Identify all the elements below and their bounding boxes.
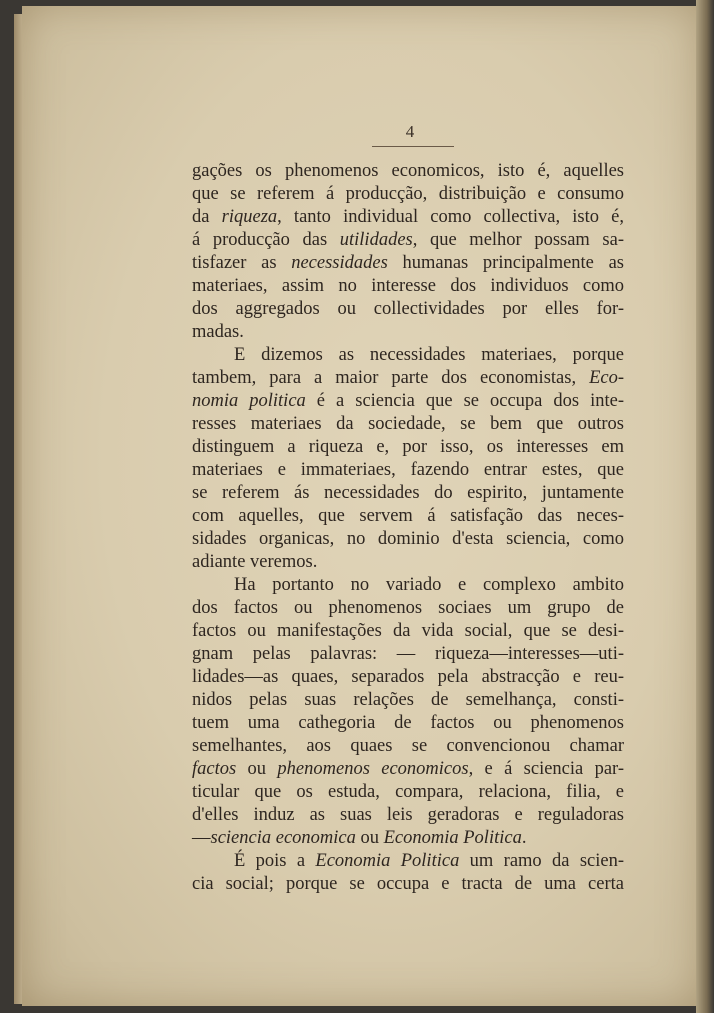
text-line: á producção das utilidades, que melhor possam sa- xyxy=(192,230,625,250)
text-line: sidades organicas, no dominio d'esta sciencia, como xyxy=(192,529,624,549)
header-rule xyxy=(372,146,454,147)
text-line: —sciencia economica ou Economia Politica. xyxy=(192,828,527,848)
text-line: Ha portanto no variado e complexo ambito xyxy=(234,575,624,595)
text-line: tambem, para a maior parte dos economistas, Eco- xyxy=(192,368,624,388)
text-line: da riqueza, tanto individual como collectiva, isto é, xyxy=(192,207,624,227)
page-right-edge xyxy=(696,0,714,1013)
text-line: d'elles induz as suas leis geradoras e reguladoras xyxy=(192,805,624,825)
text-line: resses materiaes da sociedade, se bem que outros xyxy=(192,414,624,434)
text-line: dos aggregados ou collectividades por elles for- xyxy=(192,299,624,319)
text-line: tuem uma cathegoria de factos ou phenomenos xyxy=(192,713,624,733)
text-line: semelhantes, aos quaes se convencionou chamar xyxy=(192,736,624,756)
text-line: se referem ás necessidades do espirito, juntamente xyxy=(192,483,624,503)
page-number: 4 xyxy=(405,122,415,141)
body-text xyxy=(192,160,624,896)
text-line: madas. xyxy=(192,322,244,342)
text-line: adiante veremos. xyxy=(192,552,318,572)
text-line: gnam pelas palavras: — riqueza—interesses—uti- xyxy=(192,644,624,664)
text-line: factos ou manifestações da vida social, que se desi- xyxy=(192,621,624,641)
text-line: que se referem á producção, distribuição e consumo xyxy=(192,184,624,204)
text-line: nomia politica é a sciencia que se occupa dos inte- xyxy=(192,391,624,411)
text-line: dos factos ou phenomenos sociaes um grupo de xyxy=(192,598,624,618)
text-line: distinguem a riqueza e, por isso, os interesses em xyxy=(192,437,624,457)
text-line: ticular que os estuda, compara, relaciona, filia, e xyxy=(192,782,624,802)
text-line: gações os phenomenos economicos, isto é, aquelles xyxy=(192,161,624,181)
text-line: materiaes, assim no interesse dos individuos como xyxy=(192,276,624,296)
text-line: materiaes e immateriaes, fazendo entrar estes, que xyxy=(192,460,624,480)
text-line: lidades—as quaes, separados pela abstracção e reu- xyxy=(192,667,624,687)
text-line: E dizemos as necessidades materiaes, porque xyxy=(234,345,624,365)
text-line: cia social; porque se occupa e tracta de uma certa xyxy=(192,874,624,894)
text-line: com aquelles, que servem á satisfação das neces- xyxy=(192,506,624,526)
text-line: tisfazer as necessidades humanas principalmente as xyxy=(192,253,624,273)
text-line: É pois a Economia Politica um ramo da scien- xyxy=(234,851,624,871)
text-line: nidos pelas suas relações de semelhança, consti- xyxy=(192,690,624,710)
text-line: factos ou phenomenos economicos, e á sciencia par- xyxy=(192,759,624,779)
